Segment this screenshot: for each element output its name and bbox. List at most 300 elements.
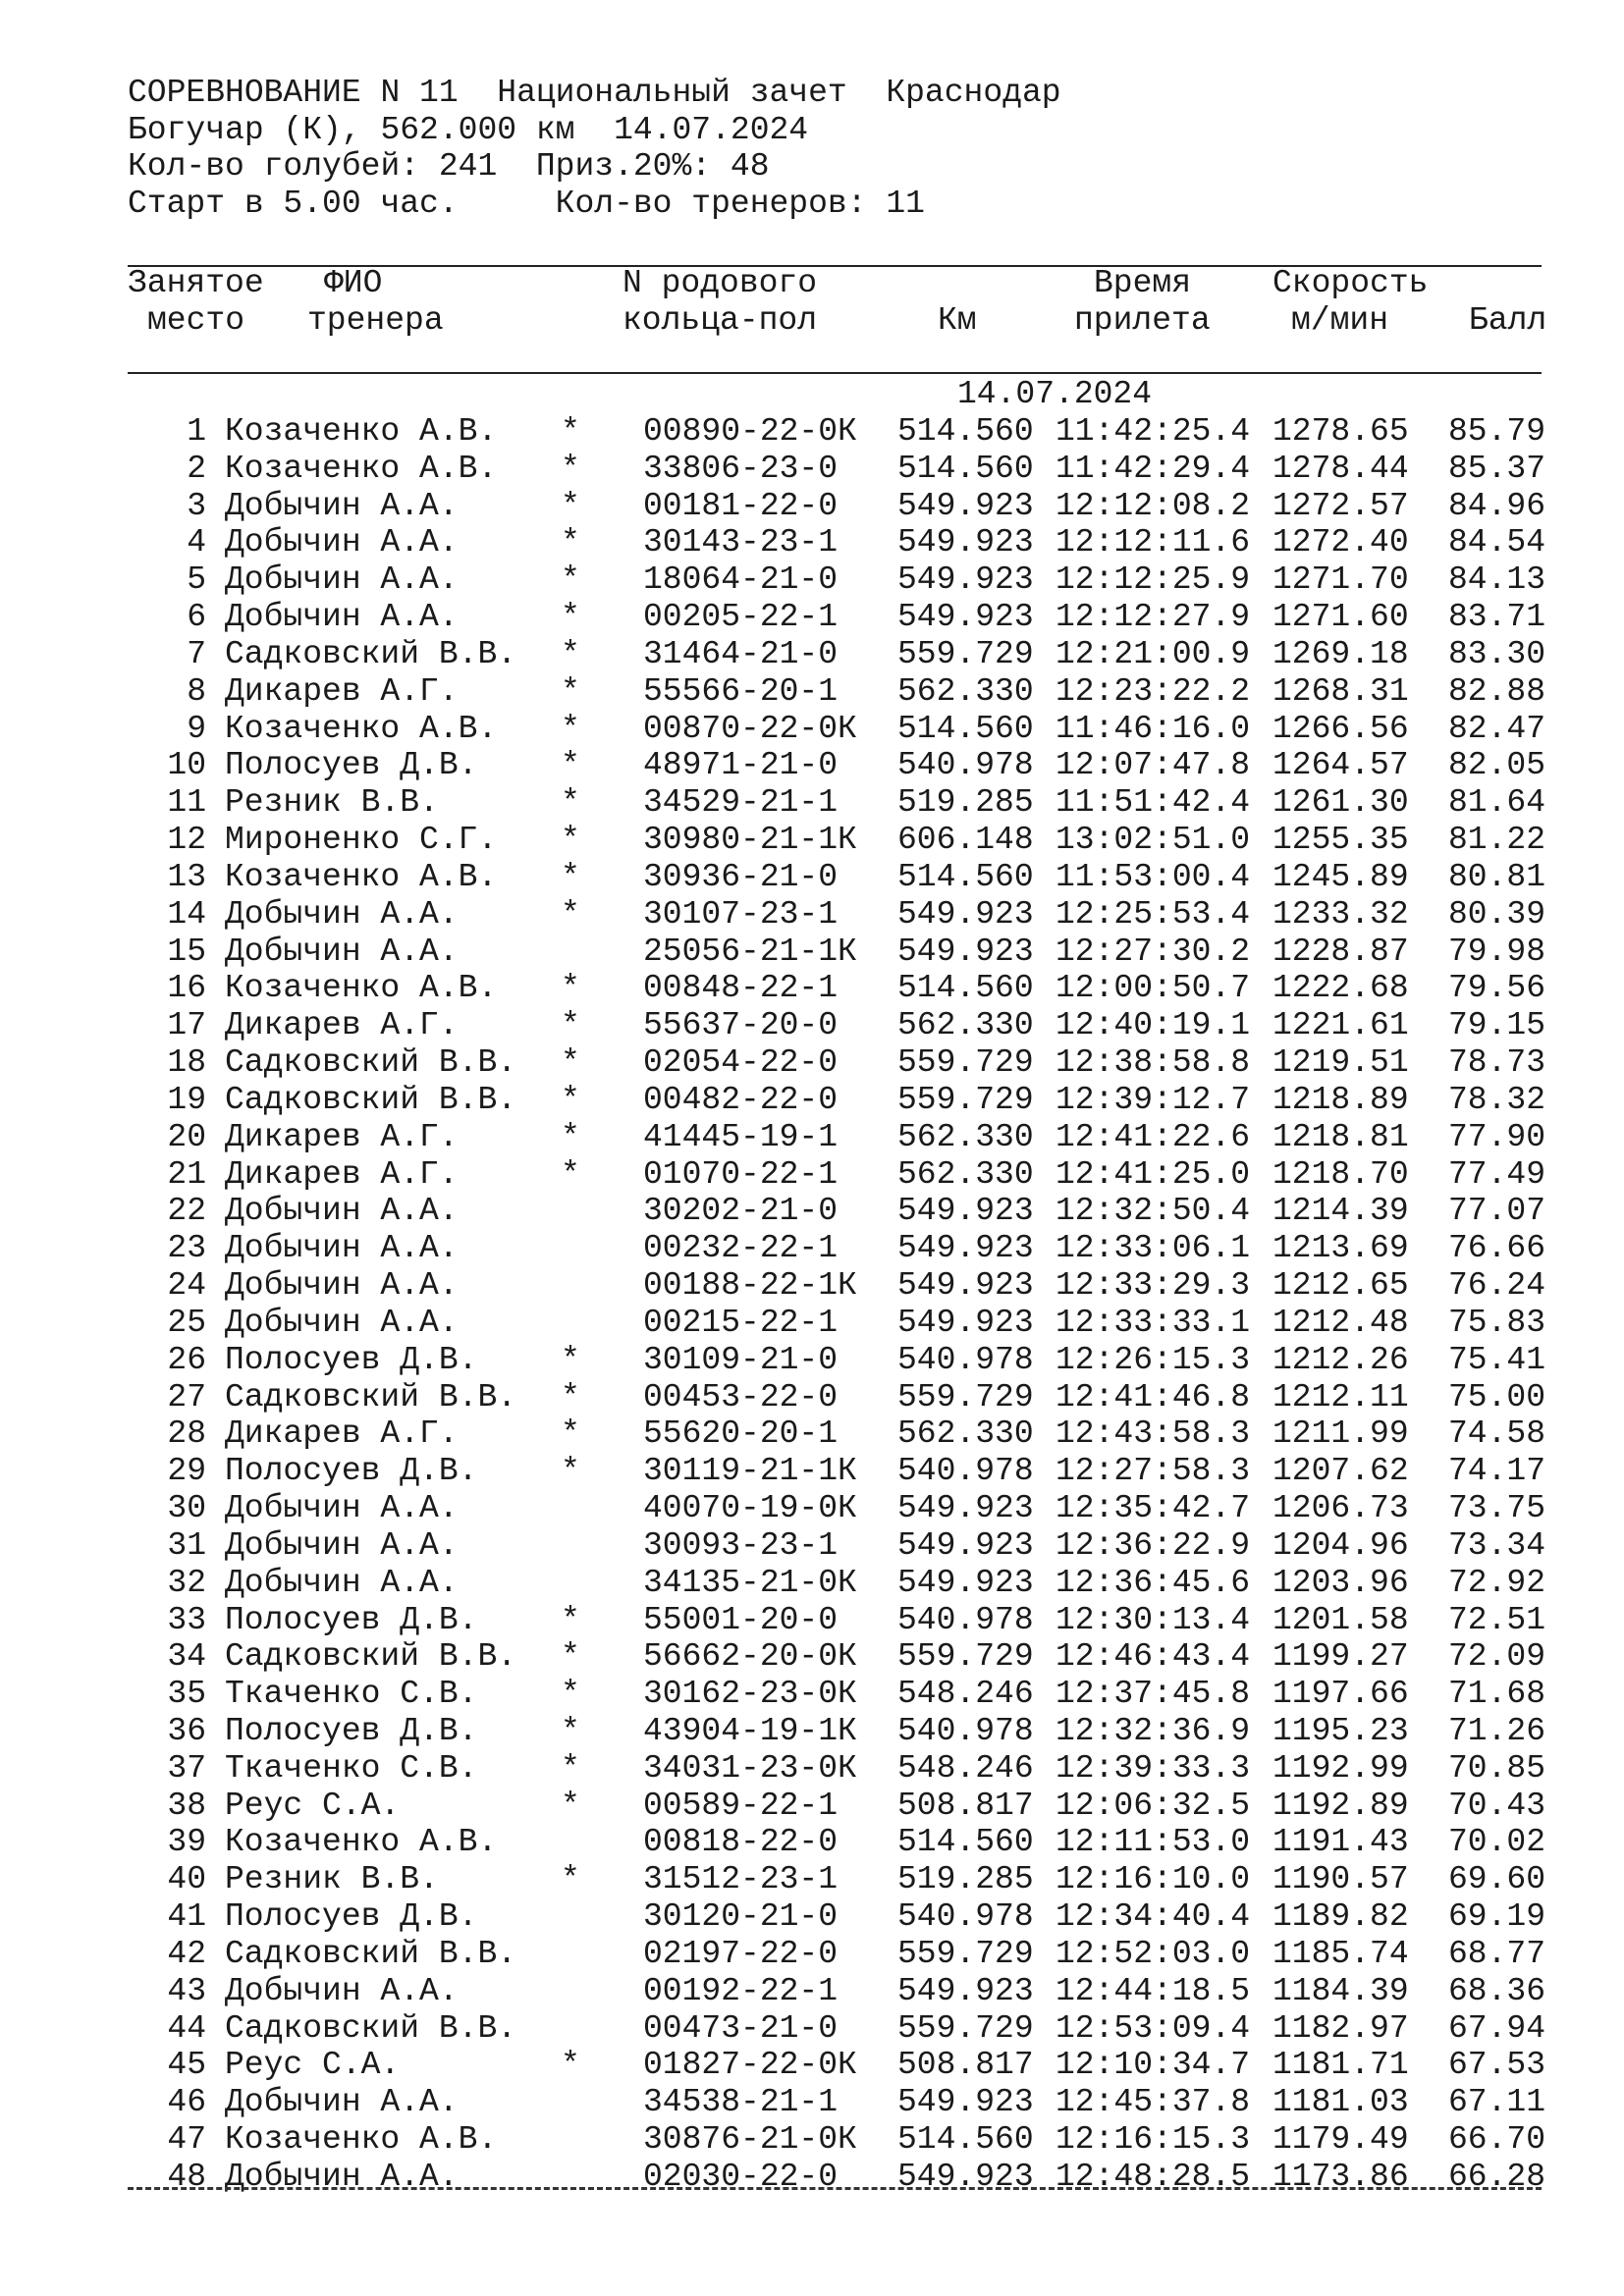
star-mark-cell: * — [561, 1861, 580, 1898]
star-mark-cell: * — [561, 1749, 580, 1787]
score-cell: 77.49 — [1448, 1155, 1546, 1193]
place-cell: 1 — [187, 413, 206, 450]
distance-cell: 562.330 — [897, 1155, 1034, 1193]
table-row — [0, 524, 1624, 561]
place-cell: 41 — [167, 1898, 206, 1936]
arrival-time-cell: 12:32:36.9 — [1056, 1712, 1251, 1749]
col-score: Балл — [1469, 301, 1547, 339]
arrival-time-cell: 12:12:11.6 — [1056, 524, 1251, 561]
table-row — [0, 1193, 1624, 1230]
place-cell: 18 — [167, 1044, 206, 1082]
arrival-time-cell: 12:46:43.4 — [1056, 1638, 1251, 1676]
place-cell: 9 — [187, 710, 206, 747]
score-cell: 73.34 — [1448, 1526, 1546, 1564]
star-mark-cell: * — [561, 710, 580, 747]
score-cell: 82.47 — [1448, 710, 1546, 747]
table-row — [0, 1305, 1624, 1342]
place-cell: 32 — [167, 1564, 206, 1601]
distance-cell: 540.978 — [897, 1341, 1034, 1378]
arrival-time-cell: 12:40:19.1 — [1056, 1007, 1251, 1044]
distance-cell: 549.923 — [897, 1193, 1034, 1230]
star-mark-cell: * — [561, 524, 580, 561]
speed-cell: 1218.89 — [1272, 1081, 1409, 1118]
speed-cell: 1204.96 — [1272, 1526, 1409, 1564]
arrival-time-cell: 12:35:42.7 — [1056, 1490, 1251, 1527]
arrival-time-cell: 12:21:00.9 — [1056, 635, 1251, 672]
table-row — [0, 747, 1624, 784]
star-mark-cell: * — [561, 784, 580, 822]
col-time-line2: прилета — [1074, 301, 1211, 339]
distance-cell: 519.285 — [897, 1861, 1034, 1898]
arrival-time-cell: 12:43:58.3 — [1056, 1415, 1251, 1453]
score-cell: 69.19 — [1448, 1898, 1546, 1936]
table-row — [0, 2047, 1624, 2084]
table-row — [0, 561, 1624, 599]
trainer-name-cell: Добычин А.А. — [225, 487, 459, 524]
table-row — [0, 2121, 1624, 2159]
col-km: Км — [938, 301, 977, 339]
arrival-time-cell: 12:23:22.2 — [1056, 672, 1251, 710]
ring-number-cell: 55637-20-0 — [643, 1007, 839, 1044]
ring-number-cell: 30120-21-0 — [643, 1898, 839, 1936]
arrival-time-cell: 12:44:18.5 — [1056, 1972, 1251, 2009]
table-row — [0, 1527, 1624, 1565]
speed-cell: 1185.74 — [1272, 1935, 1409, 1972]
ring-number-cell: 01827-22-0К — [643, 2047, 857, 2084]
place-cell: 23 — [167, 1230, 206, 1267]
score-cell: 71.68 — [1448, 1676, 1546, 1713]
score-cell: 81.22 — [1448, 822, 1546, 859]
place-cell: 4 — [187, 524, 206, 561]
speed-cell: 1278.65 — [1272, 413, 1409, 450]
distance-cell: 540.978 — [897, 1898, 1034, 1936]
trainer-name-cell: Добычин А.А. — [225, 1526, 459, 1564]
table-row — [0, 1565, 1624, 1602]
score-cell: 70.85 — [1448, 1749, 1546, 1787]
distance-cell: 508.817 — [897, 1787, 1034, 1824]
ring-number-cell: 02030-22-0 — [643, 2158, 839, 2195]
arrival-time-cell: 12:38:58.8 — [1056, 1044, 1251, 1082]
ring-number-cell: 55566-20-1 — [643, 672, 839, 710]
table-row — [0, 673, 1624, 711]
score-cell: 67.94 — [1448, 2009, 1546, 2047]
speed-cell: 1182.97 — [1272, 2009, 1409, 2047]
trainer-name-cell: Добычин А.А. — [225, 524, 459, 561]
trainer-name-cell: Козаченко А.В. — [225, 413, 498, 450]
ring-number-cell: 48971-21-0 — [643, 747, 839, 784]
table-row — [0, 1453, 1624, 1490]
ring-number-cell: 31464-21-0 — [643, 635, 839, 672]
arrival-time-cell: 12:16:15.3 — [1056, 2121, 1251, 2159]
place-cell: 42 — [167, 1935, 206, 1972]
place-cell: 43 — [167, 1972, 206, 2009]
arrival-time-cell: 11:51:42.4 — [1056, 784, 1251, 822]
place-cell: 27 — [167, 1378, 206, 1415]
arrival-time-cell: 12:12:08.2 — [1056, 487, 1251, 524]
ring-number-cell: 18064-21-0 — [643, 561, 839, 599]
ring-number-cell: 30162-23-0К — [643, 1676, 857, 1713]
ring-number-cell: 00215-22-1 — [643, 1304, 839, 1341]
pigeon-count: Кол-во голубей: 241 Приз.20%: 48 — [128, 148, 770, 185]
arrival-time-cell: 12:12:25.9 — [1056, 561, 1251, 599]
distance-cell: 549.923 — [897, 1304, 1034, 1341]
table-row — [0, 1342, 1624, 1379]
speed-cell: 1195.23 — [1272, 1712, 1409, 1749]
ring-number-cell: 00473-21-0 — [643, 2009, 839, 2047]
speed-cell: 1184.39 — [1272, 1972, 1409, 2009]
release-point: Богучар (К), 562.000 км 14.07.2024 — [128, 111, 809, 148]
table-row — [0, 1898, 1624, 1936]
score-cell: 79.15 — [1448, 1007, 1546, 1044]
column-headers — [0, 265, 1624, 371]
distance-cell: 559.729 — [897, 1044, 1034, 1082]
arrival-time-cell: 13:02:51.0 — [1056, 822, 1251, 859]
trainer-name-cell: Садковский В.В. — [225, 1081, 517, 1118]
speed-cell: 1191.43 — [1272, 1824, 1409, 1861]
score-cell: 78.73 — [1448, 1044, 1546, 1082]
star-mark-cell: * — [561, 1155, 580, 1193]
star-mark-cell: * — [561, 1787, 580, 1824]
score-cell: 71.26 — [1448, 1712, 1546, 1749]
speed-cell: 1197.66 — [1272, 1676, 1409, 1713]
place-cell: 7 — [187, 635, 206, 672]
place-cell: 3 — [187, 487, 206, 524]
arrival-time-cell: 12:16:10.0 — [1056, 1861, 1251, 1898]
score-cell: 68.77 — [1448, 1935, 1546, 1972]
star-mark-cell: * — [561, 635, 580, 672]
arrival-time-cell: 12:27:58.3 — [1056, 1453, 1251, 1490]
place-cell: 35 — [167, 1676, 206, 1713]
ring-number-cell: 30109-21-0 — [643, 1341, 839, 1378]
place-cell: 40 — [167, 1861, 206, 1898]
arrival-time-cell: 12:41:46.8 — [1056, 1378, 1251, 1415]
place-cell: 45 — [167, 2047, 206, 2084]
speed-cell: 1245.89 — [1272, 858, 1409, 895]
speed-cell: 1233.32 — [1272, 895, 1409, 933]
place-cell: 20 — [167, 1118, 206, 1155]
trainer-name-cell: Садковский В.В. — [225, 1935, 517, 1972]
arrival-time-cell: 12:32:50.4 — [1056, 1193, 1251, 1230]
table-row — [0, 1044, 1624, 1082]
ring-number-cell: 25056-21-1К — [643, 933, 857, 970]
distance-cell: 559.729 — [897, 1638, 1034, 1676]
trainer-name-cell: Резник В.В. — [225, 1861, 439, 1898]
ring-number-cell: 30107-23-1 — [643, 895, 839, 933]
arrival-time-cell: 12:33:06.1 — [1056, 1230, 1251, 1267]
arrival-time-cell: 12:41:22.6 — [1056, 1118, 1251, 1155]
score-cell: 67.53 — [1448, 2047, 1546, 2084]
trainer-name-cell: Добычин А.А. — [225, 933, 459, 970]
table-row — [0, 934, 1624, 971]
arrival-time-cell: 12:26:15.3 — [1056, 1341, 1251, 1378]
table-row — [0, 1602, 1624, 1639]
star-mark-cell: * — [561, 970, 580, 1007]
score-cell: 70.02 — [1448, 1824, 1546, 1861]
ring-number-cell: 02054-22-0 — [643, 1044, 839, 1082]
trainer-name-cell: Мироненко С.Г. — [225, 822, 498, 859]
speed-cell: 1269.18 — [1272, 635, 1409, 672]
distance-cell: 540.978 — [897, 1601, 1034, 1638]
speed-cell: 1189.82 — [1272, 1898, 1409, 1936]
star-mark-cell: * — [561, 1676, 580, 1713]
ring-number-cell: 41445-19-1 — [643, 1118, 839, 1155]
distance-cell: 562.330 — [897, 1118, 1034, 1155]
ring-number-cell: 33806-23-0 — [643, 450, 839, 487]
star-mark-cell: * — [561, 1118, 580, 1155]
score-cell: 66.70 — [1448, 2121, 1546, 2159]
place-cell: 6 — [187, 599, 206, 636]
star-mark-cell: * — [561, 1415, 580, 1453]
ring-number-cell: 00818-22-0 — [643, 1824, 839, 1861]
trainer-name-cell: Добычин А.А. — [225, 1230, 459, 1267]
speed-cell: 1192.99 — [1272, 1749, 1409, 1787]
distance-cell: 549.923 — [897, 1230, 1034, 1267]
trainer-name-cell: Дикарев А.Г. — [225, 1415, 459, 1453]
trainer-name-cell: Полосуев Д.В. — [225, 1898, 478, 1936]
table-row — [0, 711, 1624, 748]
arrival-time-cell: 12:07:47.8 — [1056, 747, 1251, 784]
score-cell: 72.09 — [1448, 1638, 1546, 1676]
distance-cell: 514.560 — [897, 1824, 1034, 1861]
distance-cell: 549.923 — [897, 1267, 1034, 1305]
trainer-name-cell: Полосуев Д.В. — [225, 1341, 478, 1378]
score-cell: 72.92 — [1448, 1564, 1546, 1601]
speed-cell: 1222.68 — [1272, 970, 1409, 1007]
distance-cell: 549.923 — [897, 895, 1034, 933]
distance-cell: 508.817 — [897, 2047, 1034, 2084]
trainer-name-cell: Полосуев Д.В. — [225, 1712, 478, 1749]
distance-cell: 514.560 — [897, 450, 1034, 487]
trainer-name-cell: Добычин А.А. — [225, 1564, 459, 1601]
ring-number-cell: 00890-22-0К — [643, 413, 857, 450]
speed-cell: 1214.39 — [1272, 1193, 1409, 1230]
score-cell: 81.64 — [1448, 784, 1546, 822]
score-cell: 84.96 — [1448, 487, 1546, 524]
arrival-time-cell: 12:12:27.9 — [1056, 599, 1251, 636]
ring-number-cell: 43904-19-1К — [643, 1712, 857, 1749]
arrival-time-cell: 12:27:30.2 — [1056, 933, 1251, 970]
distance-cell: 514.560 — [897, 413, 1034, 450]
place-cell: 30 — [167, 1490, 206, 1527]
trainer-name-cell: Добычин А.А. — [225, 895, 459, 933]
place-cell: 11 — [167, 784, 206, 822]
trainer-name-cell: Полосуев Д.В. — [225, 1453, 478, 1490]
star-mark-cell: * — [561, 450, 580, 487]
star-mark-cell: * — [561, 561, 580, 599]
distance-cell: 549.923 — [897, 487, 1034, 524]
score-cell: 73.75 — [1448, 1490, 1546, 1527]
ring-number-cell: 00870-22-0К — [643, 710, 857, 747]
table-row — [0, 636, 1624, 673]
distance-cell: 549.923 — [897, 933, 1034, 970]
col-ring-line1: N родового — [623, 265, 818, 301]
score-cell: 83.71 — [1448, 599, 1546, 636]
place-cell: 22 — [167, 1193, 206, 1230]
report-header — [128, 75, 1542, 222]
ring-number-cell: 00453-22-0 — [643, 1378, 839, 1415]
place-cell: 8 — [187, 672, 206, 710]
table-row — [0, 1082, 1624, 1119]
trainer-name-cell: Козаченко А.В. — [225, 450, 498, 487]
trainer-name-cell: Дикарев А.Г. — [225, 672, 459, 710]
speed-cell: 1218.81 — [1272, 1118, 1409, 1155]
speed-cell: 1221.61 — [1272, 1007, 1409, 1044]
star-mark-cell: * — [561, 895, 580, 933]
table-row — [0, 1007, 1624, 1044]
trainer-name-cell: Ткаченко С.В. — [225, 1749, 478, 1787]
score-cell: 76.24 — [1448, 1267, 1546, 1305]
star-mark-cell: * — [561, 1712, 580, 1749]
score-cell: 84.13 — [1448, 561, 1546, 599]
ring-number-cell: 30119-21-1К — [643, 1453, 857, 1490]
distance-cell: 559.729 — [897, 1081, 1034, 1118]
speed-cell: 1264.57 — [1272, 747, 1409, 784]
arrival-time-cell: 12:11:53.0 — [1056, 1824, 1251, 1861]
star-mark-cell: * — [561, 2047, 580, 2084]
score-cell: 78.32 — [1448, 1081, 1546, 1118]
place-cell: 38 — [167, 1787, 206, 1824]
distance-cell: 519.285 — [897, 784, 1034, 822]
speed-cell: 1213.69 — [1272, 1230, 1409, 1267]
arrival-time-cell: 12:34:40.4 — [1056, 1898, 1251, 1936]
place-cell: 13 — [167, 858, 206, 895]
ring-number-cell: 01070-22-1 — [643, 1155, 839, 1193]
table-row — [0, 1379, 1624, 1416]
score-cell: 85.79 — [1448, 413, 1546, 450]
ring-number-cell: 00181-22-0 — [643, 487, 839, 524]
place-cell: 44 — [167, 2009, 206, 2047]
place-cell: 37 — [167, 1749, 206, 1787]
trainer-name-cell: Добычин А.А. — [225, 1267, 459, 1305]
speed-cell: 1179.49 — [1272, 2121, 1409, 2159]
score-cell: 75.83 — [1448, 1304, 1546, 1341]
speed-cell: 1272.57 — [1272, 487, 1409, 524]
ring-number-cell: 34538-21-1 — [643, 2084, 839, 2121]
place-cell: 36 — [167, 1712, 206, 1749]
score-cell: 66.28 — [1448, 2158, 1546, 2195]
score-cell: 79.56 — [1448, 970, 1546, 1007]
table-row — [0, 599, 1624, 636]
table-row — [0, 1824, 1624, 1861]
distance-cell: 549.923 — [897, 1972, 1034, 2009]
ring-number-cell: 34135-21-0К — [643, 1564, 857, 1601]
col-ring-line2: кольца-пол — [623, 301, 818, 339]
star-mark-cell: * — [561, 1341, 580, 1378]
col-speed-line2: м/мин — [1291, 301, 1389, 339]
score-cell: 74.58 — [1448, 1415, 1546, 1453]
score-cell: 77.07 — [1448, 1193, 1546, 1230]
distance-cell: 549.923 — [897, 1490, 1034, 1527]
place-cell: 29 — [167, 1453, 206, 1490]
trainer-name-cell: Добычин А.А. — [225, 599, 459, 636]
trainer-name-cell: Добычин А.А. — [225, 2158, 459, 2195]
trainer-name-cell: Добычин А.А. — [225, 1972, 459, 2009]
arrival-time-cell: 12:06:32.5 — [1056, 1787, 1251, 1824]
ring-number-cell: 31512-23-1 — [643, 1861, 839, 1898]
col-name-line2: тренера — [307, 301, 444, 339]
place-cell: 16 — [167, 970, 206, 1007]
speed-cell: 1255.35 — [1272, 822, 1409, 859]
trainer-name-cell: Добычин А.А. — [225, 1304, 459, 1341]
trainer-name-cell: Дикарев А.Г. — [225, 1007, 459, 1044]
table-row — [0, 1973, 1624, 2010]
table-row — [0, 1490, 1624, 1527]
speed-cell: 1181.71 — [1272, 2047, 1409, 2084]
start-info: Старт в 5.00 час. Кол-во тренеров: 11 — [128, 185, 925, 222]
star-mark-cell: * — [561, 1638, 580, 1676]
speed-cell: 1181.03 — [1272, 2084, 1409, 2121]
distance-cell: 514.560 — [897, 970, 1034, 1007]
trainer-name-cell: Реус С.А. — [225, 1787, 401, 1824]
score-cell: 69.60 — [1448, 1861, 1546, 1898]
arrival-time-cell: 12:36:22.9 — [1056, 1526, 1251, 1564]
table-row — [0, 1861, 1624, 1898]
score-cell: 84.54 — [1448, 524, 1546, 561]
table-row — [0, 1156, 1624, 1194]
table-row — [0, 859, 1624, 896]
score-cell: 82.05 — [1448, 747, 1546, 784]
ring-number-cell: 30980-21-1К — [643, 822, 857, 859]
trainer-name-cell: Добычин А.А. — [225, 1490, 459, 1527]
table-row — [0, 896, 1624, 934]
ring-number-cell: 34031-23-0К — [643, 1749, 857, 1787]
trainer-name-cell: Козаченко А.В. — [225, 2121, 498, 2159]
speed-cell: 1272.40 — [1272, 524, 1409, 561]
distance-cell: 559.729 — [897, 2009, 1034, 2047]
distance-cell: 559.729 — [897, 1378, 1034, 1415]
trainer-name-cell: Полосуев Д.В. — [225, 747, 478, 784]
score-cell: 72.51 — [1448, 1601, 1546, 1638]
ring-number-cell: 30093-23-1 — [643, 1526, 839, 1564]
score-cell: 75.41 — [1448, 1341, 1546, 1378]
trainer-name-cell: Козаченко А.В. — [225, 970, 498, 1007]
speed-cell: 1268.31 — [1272, 672, 1409, 710]
trainer-name-cell: Добычин А.А. — [225, 561, 459, 599]
ring-number-cell: 00848-22-1 — [643, 970, 839, 1007]
speed-cell: 1271.70 — [1272, 561, 1409, 599]
speed-cell: 1261.30 — [1272, 784, 1409, 822]
arrival-time-cell: 11:46:16.0 — [1056, 710, 1251, 747]
distance-cell: 549.923 — [897, 2084, 1034, 2121]
arrival-time-cell: 11:53:00.4 — [1056, 858, 1251, 895]
ring-number-cell: 00205-22-1 — [643, 599, 839, 636]
trainer-name-cell: Дикарев А.Г. — [225, 1118, 459, 1155]
speed-cell: 1212.26 — [1272, 1341, 1409, 1378]
distance-cell: 549.923 — [897, 1564, 1034, 1601]
arrival-time-cell: 12:25:53.4 — [1056, 895, 1251, 933]
arrival-time-cell: 12:45:37.8 — [1056, 2084, 1251, 2121]
distance-cell: 540.978 — [897, 747, 1034, 784]
table-row — [0, 1936, 1624, 1973]
score-cell: 85.37 — [1448, 450, 1546, 487]
place-cell: 28 — [167, 1415, 206, 1453]
score-cell: 67.11 — [1448, 2084, 1546, 2121]
star-mark-cell: * — [561, 599, 580, 636]
ring-number-cell: 30876-21-0К — [643, 2121, 857, 2159]
trainer-name-cell: Ткаченко С.В. — [225, 1676, 478, 1713]
trainer-name-cell: Добычин А.А. — [225, 1193, 459, 1230]
distance-cell: 548.246 — [897, 1749, 1034, 1787]
star-mark-cell: * — [561, 747, 580, 784]
place-cell: 26 — [167, 1341, 206, 1378]
table-row — [0, 822, 1624, 859]
divider-header — [128, 372, 1542, 374]
table-row — [0, 413, 1624, 451]
ring-number-cell: 34529-21-1 — [643, 784, 839, 822]
speed-cell: 1201.58 — [1272, 1601, 1409, 1638]
trainer-name-cell: Садковский В.В. — [225, 635, 517, 672]
distance-cell: 540.978 — [897, 1712, 1034, 1749]
